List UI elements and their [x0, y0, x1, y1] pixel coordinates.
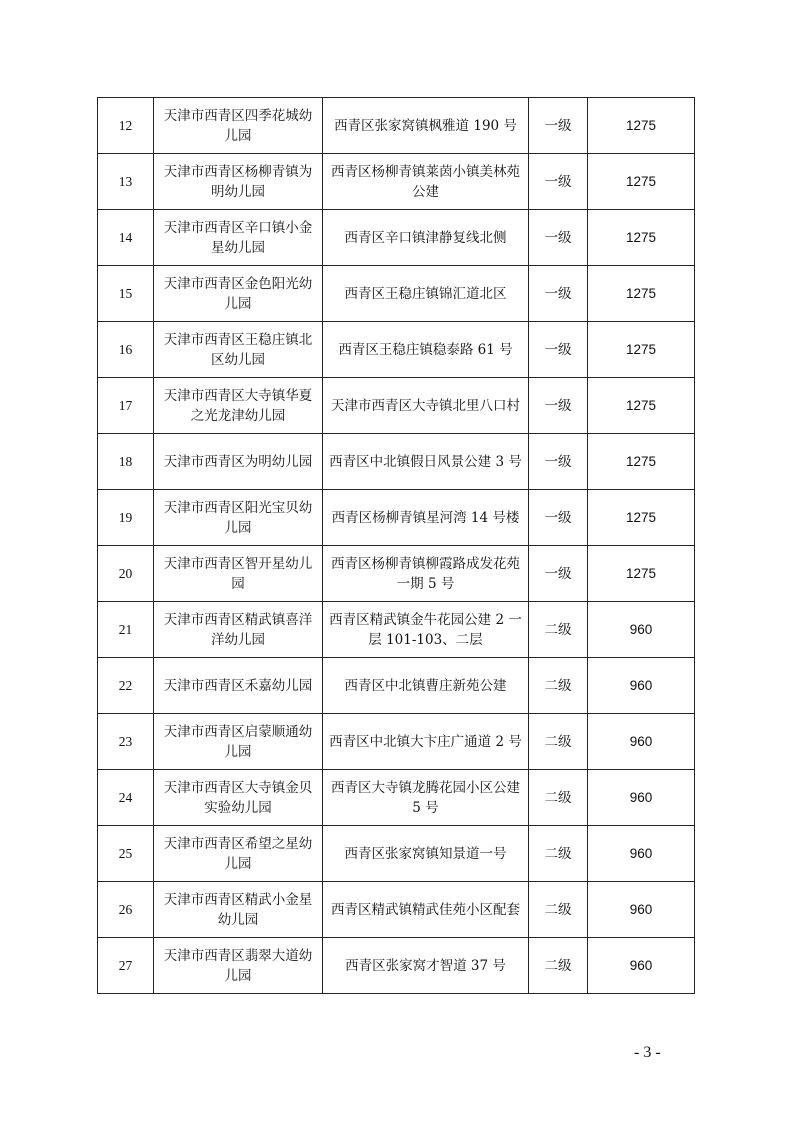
kindergarten-name: 天津市西青区大寺镇华夏之光龙津幼儿园: [154, 378, 323, 434]
fee-value: 960: [588, 938, 695, 994]
kindergarten-address: 西青区杨柳青镇莱茵小镇美林苑公建: [323, 154, 529, 210]
table-row: [98, 938, 695, 994]
row-number: 21: [98, 602, 154, 658]
fee-value: 1275: [588, 98, 695, 154]
kindergarten-level: 一级: [529, 434, 588, 490]
table-row: [98, 378, 695, 434]
kindergarten-level: 一级: [529, 266, 588, 322]
row-number: 20: [98, 546, 154, 602]
row-number: 18: [98, 434, 154, 490]
row-number: 16: [98, 322, 154, 378]
fee-value: 1275: [588, 210, 695, 266]
kindergarten-level: 一级: [529, 210, 588, 266]
row-number: 12: [98, 98, 154, 154]
fee-value: 1275: [588, 490, 695, 546]
table-row: [98, 98, 695, 154]
kindergarten-level: 二级: [529, 770, 588, 826]
kindergarten-address: 西青区大寺镇龙腾花园小区公建 5 号: [323, 770, 529, 826]
fee-value: 960: [588, 714, 695, 770]
table-row: [98, 266, 695, 322]
fee-value: 960: [588, 826, 695, 882]
kindergarten-table: [97, 97, 695, 994]
fee-value: 1275: [588, 154, 695, 210]
kindergarten-address: 西青区杨柳青镇柳霞路成发花苑一期 5 号: [323, 546, 529, 602]
row-number: 26: [98, 882, 154, 938]
table-row: [98, 154, 695, 210]
kindergarten-name: 天津市西青区四季花城幼儿园: [154, 98, 323, 154]
kindergarten-level: 一级: [529, 378, 588, 434]
fee-value: 1275: [588, 434, 695, 490]
fee-value: 960: [588, 882, 695, 938]
row-number: 24: [98, 770, 154, 826]
fee-value: 960: [588, 602, 695, 658]
table-row: [98, 210, 695, 266]
kindergarten-address: 西青区精武镇金牛花园公建 2 一层 101-103、二层: [323, 602, 529, 658]
kindergarten-address: 天津市西青区大寺镇北里八口村: [323, 378, 529, 434]
row-number: 27: [98, 938, 154, 994]
kindergarten-level: 二级: [529, 602, 588, 658]
table-row: [98, 490, 695, 546]
fee-value: 1275: [588, 266, 695, 322]
table-row: [98, 322, 695, 378]
kindergarten-address: 西青区王稳庄镇稳泰路 61 号: [323, 322, 529, 378]
row-number: 15: [98, 266, 154, 322]
kindergarten-name: 天津市西青区禾嘉幼儿园: [154, 658, 323, 714]
row-number: 13: [98, 154, 154, 210]
kindergarten-level: 一级: [529, 154, 588, 210]
kindergarten-name: 天津市西青区精武小金星幼儿园: [154, 882, 323, 938]
kindergarten-name: 天津市西青区大寺镇金贝实验幼儿园: [154, 770, 323, 826]
page-number: - 3 -: [634, 1044, 661, 1061]
kindergarten-name: 天津市西青区启蒙顺通幼儿园: [154, 714, 323, 770]
kindergarten-address: 西青区王稳庄镇锦汇道北区: [323, 266, 529, 322]
kindergarten-level: 二级: [529, 882, 588, 938]
kindergarten-address: 西青区中北镇曹庄新苑公建: [323, 658, 529, 714]
table-row: [98, 882, 695, 938]
kindergarten-level: 二级: [529, 826, 588, 882]
kindergarten-address: 西青区杨柳青镇星河湾 14 号楼: [323, 490, 529, 546]
kindergarten-name: 天津市西青区希望之星幼儿园: [154, 826, 323, 882]
row-number: 14: [98, 210, 154, 266]
kindergarten-address: 西青区中北镇大卞庄广通道 2 号: [323, 714, 529, 770]
kindergarten-name: 天津市西青区为明幼儿园: [154, 434, 323, 490]
fee-value: 960: [588, 658, 695, 714]
kindergarten-name: 天津市西青区王稳庄镇北区幼儿园: [154, 322, 323, 378]
row-number: 19: [98, 490, 154, 546]
row-number: 23: [98, 714, 154, 770]
kindergarten-name: 天津市西青区智开星幼儿园: [154, 546, 323, 602]
kindergarten-name: 天津市西青区辛口镇小金星幼儿园: [154, 210, 323, 266]
fee-value: 1275: [588, 378, 695, 434]
kindergarten-address: 西青区精武镇精武佳苑小区配套: [323, 882, 529, 938]
table-row: [98, 826, 695, 882]
row-number: 25: [98, 826, 154, 882]
table-row: [98, 434, 695, 490]
table-row: [98, 714, 695, 770]
kindergarten-name: 天津市西青区杨柳青镇为明幼儿园: [154, 154, 323, 210]
kindergarten-name: 天津市西青区金色阳光幼儿园: [154, 266, 323, 322]
table-row: [98, 658, 695, 714]
row-number: 17: [98, 378, 154, 434]
fee-value: 960: [588, 770, 695, 826]
table-row: [98, 770, 695, 826]
kindergarten-name: 天津市西青区翡翠大道幼儿园: [154, 938, 323, 994]
kindergarten-level: 一级: [529, 490, 588, 546]
kindergarten-level: 二级: [529, 938, 588, 994]
kindergarten-address: 西青区张家窝镇知景道一号: [323, 826, 529, 882]
kindergarten-level: 一级: [529, 322, 588, 378]
kindergarten-address: 西青区中北镇假日风景公建 3 号: [323, 434, 529, 490]
kindergarten-address: 西青区张家窝镇枫雅道 190 号: [323, 98, 529, 154]
kindergarten-name: 天津市西青区阳光宝贝幼儿园: [154, 490, 323, 546]
kindergarten-address: 西青区辛口镇津静复线北侧: [323, 210, 529, 266]
kindergarten-level: 二级: [529, 714, 588, 770]
kindergarten-level: 一级: [529, 98, 588, 154]
kindergarten-address: 西青区张家窝才智道 37 号: [323, 938, 529, 994]
kindergarten-level: 一级: [529, 546, 588, 602]
table-row: [98, 602, 695, 658]
fee-value: 1275: [588, 322, 695, 378]
kindergarten-level: 二级: [529, 658, 588, 714]
table-row: [98, 546, 695, 602]
fee-value: 1275: [588, 546, 695, 602]
kindergarten-name: 天津市西青区精武镇喜洋洋幼儿园: [154, 602, 323, 658]
row-number: 22: [98, 658, 154, 714]
